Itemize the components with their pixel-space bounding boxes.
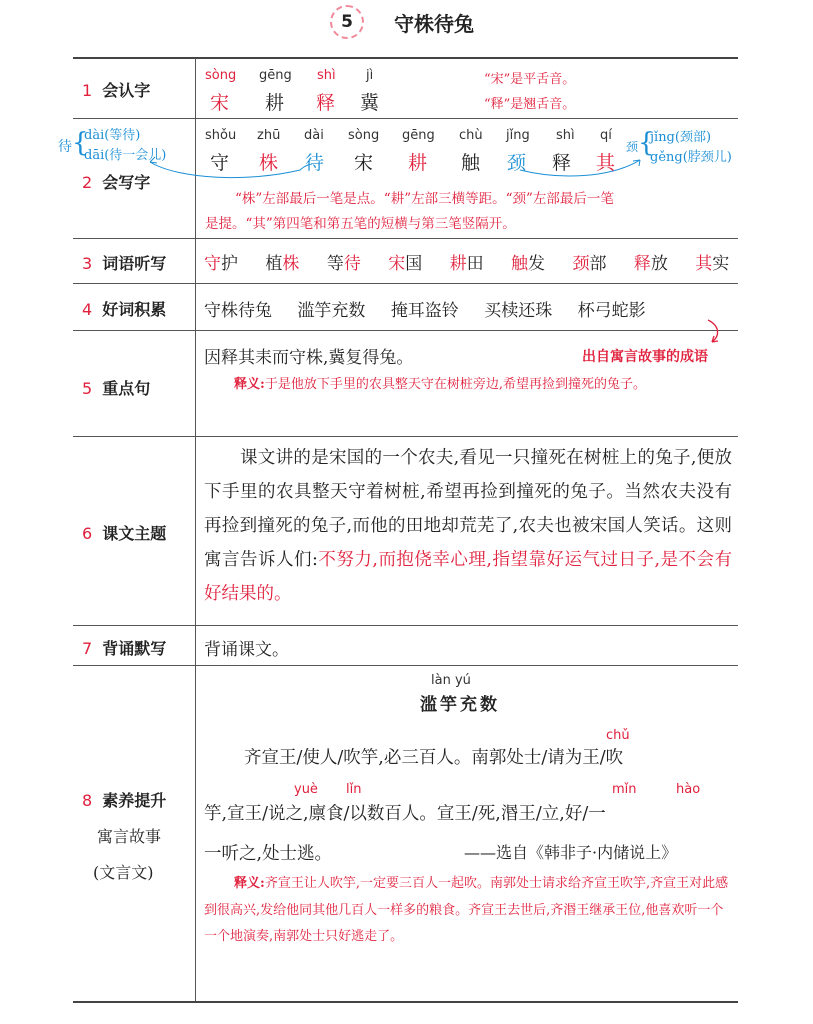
word: 等待 (326, 254, 361, 274)
row-label-3: 3 词语听写 (82, 254, 167, 273)
pinyin: chù (459, 128, 483, 143)
key-sentence: 因释其耒而守株,冀复得兔。 (204, 348, 414, 368)
pinyin: dài (304, 128, 324, 143)
pinyin: gēng (259, 68, 292, 83)
row1-note: “释”是翘舌音。 (484, 97, 576, 112)
poly-char: 待 (58, 139, 72, 155)
poly-char: 颈 (626, 140, 639, 154)
idiom: 掩耳盗铃 (390, 301, 459, 321)
row2-note: 是提。“其”第四笔和第五笔的短横与第三笔竖隔开。 (205, 216, 516, 232)
row-label-6: 6 课文主题 (82, 524, 167, 543)
pinyin: shǒu (205, 128, 237, 143)
table-bottom-border (73, 1001, 738, 1003)
word: 其实 (695, 254, 730, 274)
pinyin: jì (366, 68, 374, 83)
row-divider (73, 330, 738, 331)
row-divider (73, 283, 738, 284)
character: 待 (305, 152, 325, 174)
row-divider (73, 625, 738, 626)
character: 宋 (210, 92, 230, 114)
pinyin: yuè (294, 782, 318, 797)
row-label-7: 7 背诵默写 (82, 639, 167, 658)
idiom: 买椟还珠 (484, 301, 553, 321)
character: 其 (596, 152, 616, 174)
character: 释 (552, 152, 572, 174)
word: 宋国 (388, 254, 423, 274)
character: 颈 (507, 152, 527, 174)
story-title-pinyin: làn yú (431, 673, 471, 688)
poly-reading: gěng(脖颈儿) (650, 150, 732, 165)
row-label-5: 5 重点句 (82, 379, 151, 398)
pinyin: sòng (348, 128, 380, 143)
lesson-theme: 课文讲的是宋国的一个农夫,看见一只撞死在树桩上的兔子,便放下手里的农具整天守着树桩,希望再捡到撞死的兔子。当然农夫没有再捡到撞死的兔子,而他的田地却荒芜了,农夫也被宋国人笑话。这则寓言告诉人们:不努力,而抱侥幸心理,指望靠好运气过日子,是不会有好结果的。 (204, 448, 733, 604)
story-source: ——选自《韩非子·内储说上》 (464, 843, 678, 862)
word: 触发 (511, 254, 546, 274)
pinyin: zhū (257, 128, 281, 143)
character: 耕 (408, 152, 428, 174)
pinyin: gēng (402, 128, 435, 143)
poly-reading: jǐng(颈部) (650, 130, 712, 145)
row1-note: “宋”是平舌音。 (484, 72, 576, 87)
idiom: 守株待兔 (204, 301, 272, 321)
idiom-list (204, 296, 646, 321)
pinyin: shì (556, 128, 575, 143)
page-title: 守株待兔 (394, 12, 474, 36)
row-label-4: 4 好词积累 (82, 300, 167, 319)
row2-note: “株”左部最后一笔是点。“耕”左部三横等距。“颈”左部最后一笔 (235, 191, 614, 207)
poly-reading: dài(等待) (84, 128, 141, 143)
character: 耕 (265, 92, 285, 114)
story-title: 滥竽充数 (420, 695, 500, 715)
character: 冀 (360, 92, 380, 114)
row-label-1: 1 会认字 (82, 81, 151, 100)
pinyin: jǐng (506, 128, 530, 143)
row8-sublabel: (文言文) (93, 863, 154, 882)
word: 颈部 (572, 254, 607, 274)
story-line: 竽,宣王/说之,廪食/以数百人。宣王/死,湣王/立,好/一 (204, 804, 606, 824)
lesson-number: 5 (341, 12, 353, 32)
character: 触 (461, 152, 481, 174)
row8-sublabel: 寓言故事 (97, 827, 162, 846)
pinyin: shì (317, 68, 336, 83)
brace-icon: { (638, 128, 655, 158)
pinyin: qí (600, 128, 612, 143)
story-line: 齐宣王/使人/吹竽,必三百人。南郭处士/请为王/吹 (244, 748, 624, 768)
row-label-8: 8 素养提升 (82, 791, 167, 810)
character: 宋 (354, 152, 374, 174)
brace-icon: { (72, 128, 89, 158)
story-explanation: 释义:齐宣王让人吹竽,一定要三百人一起吹。南郭处士请求给齐宣王吹竽,齐宣王对此感到很高兴,发给他同其他几百人一样多的粮食。齐宣王去世后,齐湣王继承王位,他喜欢听一个一个地演奏,南郭处士只好逃走了。 (204, 876, 729, 944)
pinyin: sòng (205, 68, 237, 83)
character: 释 (316, 92, 336, 114)
pinyin: lǐn (346, 782, 362, 797)
character: 株 (259, 152, 279, 174)
character: 守 (210, 152, 230, 174)
row-divider (73, 665, 738, 666)
word: 释放 (633, 254, 668, 274)
word: 植株 (265, 254, 300, 274)
story-line: 一听之,处士逃。 (204, 844, 333, 864)
idiom: 杯弓蛇影 (577, 301, 646, 321)
dictation-words (204, 249, 729, 274)
pinyin: hào (676, 782, 701, 797)
row-label-2: 2 会写字 (82, 173, 151, 192)
idiom-note: 出自寓言故事的成语 (582, 349, 708, 365)
idiom: 滥竽充数 (297, 301, 366, 321)
poly-reading: dāi(待一会儿) (84, 148, 167, 163)
word: 耕田 (449, 254, 484, 274)
pinyin: mǐn (612, 782, 637, 797)
word: 守护 (204, 254, 238, 274)
curved-arrow-icon (700, 318, 730, 346)
row-divider (73, 436, 738, 437)
recite-text: 背诵课文。 (204, 640, 289, 660)
key-sentence-explanation: 释义:于是他放下手里的农具整天守在树桩旁边,希望再捡到撞死的兔子。 (234, 377, 646, 392)
pinyin: chǔ (606, 728, 630, 743)
